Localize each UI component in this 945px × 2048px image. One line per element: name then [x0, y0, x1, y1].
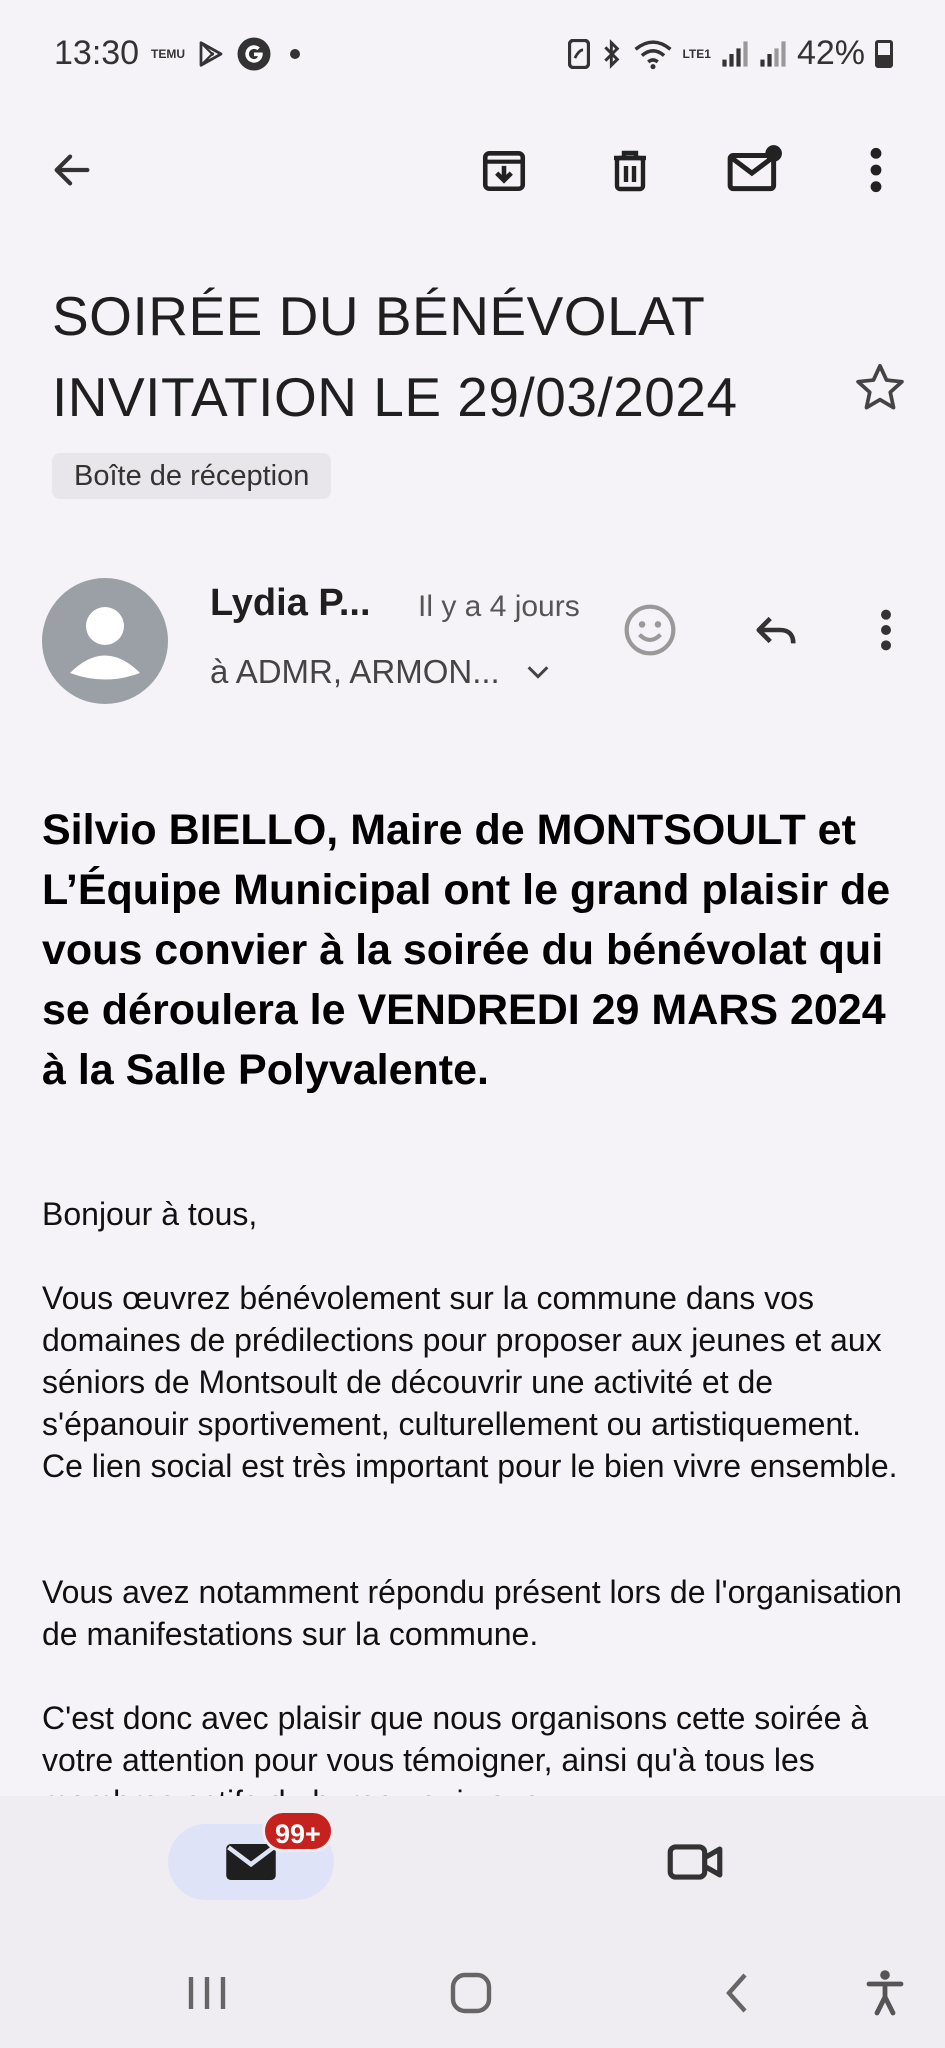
email-headline: Silvio BIELLO, Maire de MONTSOULT et L’Équipe Municipal ont le grand plaisir de vous convier à la soirée du bénévolat qui se déroulera le VENDREDI 29 MARS 2024 à la Salle Polyvalente.	[42, 806, 891, 1094]
mark-unread-button[interactable]	[725, 140, 785, 200]
battery-icon	[875, 40, 893, 68]
more-vert-icon	[877, 607, 895, 653]
email-toolbar	[0, 130, 945, 210]
trash-icon	[606, 145, 654, 195]
more-notifications-dot	[290, 49, 300, 59]
recipients-toggle[interactable]	[210, 653, 552, 691]
mail-unread-icon	[726, 145, 784, 195]
email-paragraph-3: C'est donc avec plaisir que nous organisons cette soirée à votre attention pour vous témoigner, ainsi qu'à tous les	[42, 1700, 869, 1778]
mail-unread-badge: 99+	[262, 1810, 334, 1852]
delete-button[interactable]	[600, 140, 660, 200]
play-store-icon	[196, 39, 226, 69]
inbox-label-chip[interactable]: Boîte de réception	[52, 453, 331, 499]
more-options-button[interactable]	[846, 140, 906, 200]
sent-time: Il y a 4 jours	[418, 590, 580, 623]
smiley-icon	[622, 602, 678, 658]
emoji-reaction-button[interactable]	[620, 600, 680, 660]
status-bar	[0, 0, 945, 110]
nfc-icon	[568, 39, 590, 69]
bottom-navigation	[0, 1796, 945, 1938]
recent-apps-button[interactable]	[172, 1960, 242, 2026]
avatar[interactable]	[42, 578, 168, 704]
video-camera-icon	[667, 1840, 723, 1884]
system-status-icons	[568, 34, 893, 73]
more-vert-icon	[866, 145, 886, 195]
chevron-down-icon	[524, 662, 552, 682]
message-more-button[interactable]	[856, 600, 916, 660]
archive-icon	[479, 145, 529, 195]
temu-icon: TEMU	[151, 47, 185, 61]
recent-apps-icon	[185, 1973, 229, 2013]
arrow-left-icon	[49, 147, 95, 193]
signal-icon-2	[759, 40, 787, 68]
recipients-text: à ADMR, ARMON...	[210, 653, 500, 690]
accessibility-button[interactable]	[850, 1960, 920, 2026]
reply-icon	[750, 607, 802, 653]
archive-button[interactable]	[474, 140, 534, 200]
chevron-left-icon	[722, 1971, 752, 2015]
status-time: 13:30	[54, 34, 140, 72]
wifi-icon	[634, 38, 672, 70]
star-button[interactable]	[852, 360, 908, 416]
person-icon	[42, 578, 168, 704]
lte-label: LTE1	[682, 46, 711, 61]
email-paragraph-2: Vous avez notamment répondu présent lors de l'organisation de manifestations sur la commune.	[42, 1574, 902, 1652]
email-subject: SOIRÉE DU BÉNÉVOLAT INVITATION LE 29/03/2024	[52, 285, 738, 428]
back-nav-button[interactable]	[702, 1960, 772, 2026]
signal-icon-1	[721, 40, 749, 68]
home-button[interactable]	[436, 1960, 506, 2026]
sender-name[interactable]: Lydia P...	[210, 582, 371, 624]
email-greeting: Bonjour à tous,	[42, 1196, 258, 1232]
reply-button[interactable]	[746, 600, 806, 660]
back-button[interactable]	[42, 140, 102, 200]
bluetooth-icon	[600, 38, 624, 70]
system-navigation-bar	[0, 1938, 945, 2048]
google-icon	[236, 36, 272, 72]
meet-tab[interactable]	[660, 1830, 730, 1894]
star-icon	[852, 360, 908, 416]
battery-percent: 42%	[796, 34, 865, 72]
accessibility-icon	[865, 1969, 905, 2017]
notification-icons	[150, 36, 300, 72]
home-icon	[449, 1971, 493, 2015]
email-paragraph-1: Vous œuvrez bénévolement sur la commune dans vos domaines de prédilections pour proposer aux jeunes et aux séniors de Montsoult de découvrir une activité et de s'épanouir sportivement, culturellement ou artistiquement. Ce lien social est très important pour le bien vivre ensemble.	[42, 1280, 898, 1484]
